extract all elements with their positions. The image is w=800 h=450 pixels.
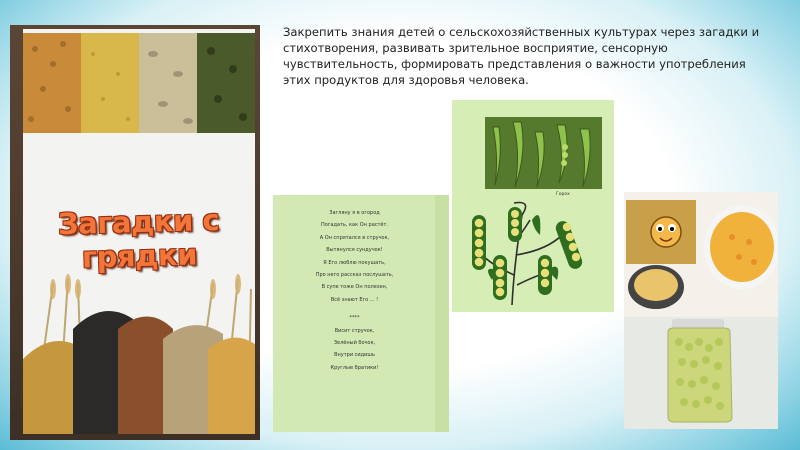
pea-pods-picture xyxy=(485,117,602,189)
poem-text xyxy=(277,207,432,374)
poem-separator: **** xyxy=(349,315,360,322)
poem-line: Про него рассказ послушать, xyxy=(315,272,394,279)
pea-plant-craft xyxy=(452,195,614,312)
jar-page-photo xyxy=(624,192,778,429)
poem-line: Загляну я в огород xyxy=(329,210,380,216)
poem-line: Внутри сидишь xyxy=(334,352,375,359)
poem-line: А Он спрятался в стручок, xyxy=(319,234,390,241)
poem-line: Зелёный бочок, xyxy=(333,340,376,347)
poem-line: Погадать, как Он растёт. xyxy=(320,222,389,229)
peas-dishes-and-jar xyxy=(624,192,778,429)
description-text: Закрепить знания детей о сельскохозяйственных культурах через загадки и стихотворения, развивать зрительное восприятие, сенсорную чувствительность, формировать представления о важности употребления этих продуктов для здоровья человека. xyxy=(283,25,760,87)
poem-page-photo xyxy=(273,195,449,432)
page-edge xyxy=(435,195,449,432)
poem-line: В супе тоже Он полезен, xyxy=(321,284,388,291)
poem-line: Круглые братики! xyxy=(330,364,379,371)
poem-line: Вытянулся сундучок! xyxy=(326,247,383,254)
booklet-cover xyxy=(23,29,255,434)
poem-line: Всё знают Его ... ! xyxy=(330,296,379,303)
poem-line: Я Его люблю покушать, xyxy=(323,259,386,266)
poem-line: Висит стручок, xyxy=(334,327,375,334)
booklet-photo xyxy=(10,25,260,440)
booklet-title: Загадки с грядки xyxy=(57,202,220,275)
peas-label: Горох xyxy=(556,192,570,197)
peas-page-photo xyxy=(452,100,614,312)
